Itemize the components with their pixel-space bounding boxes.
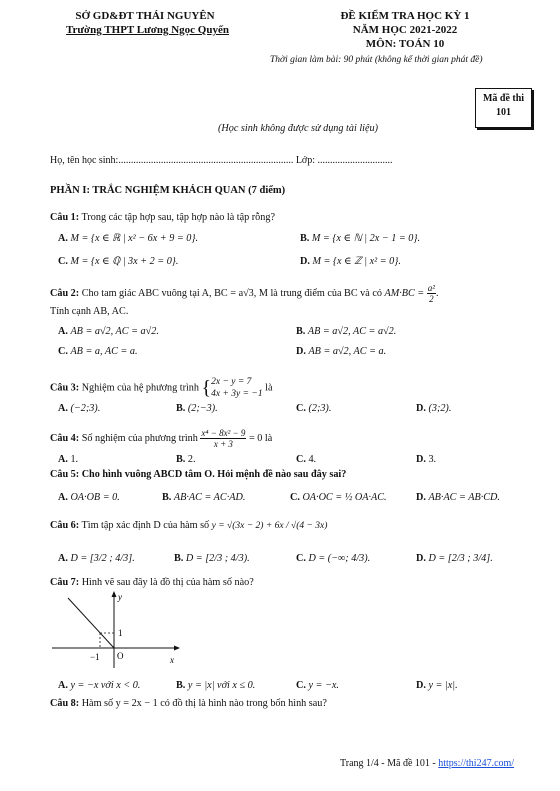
part1-title: PHẦN I: TRẮC NGHIỆM KHÁCH QUAN (7 điểm) <box>50 185 286 196</box>
q6-option-b[interactable]: B. D = [2/3 ; 4/3). <box>174 553 250 564</box>
tick-x-label: −1 <box>90 652 100 662</box>
question-5: Câu 5: Cho hình vuông ABCD tâm O. Hỏi mệnh đề nào sau đây sai? <box>50 469 347 480</box>
q4-option-c[interactable]: C. 4. <box>296 454 317 465</box>
q7-option-d[interactable]: D. y = |x|. <box>416 680 458 691</box>
q7-option-a[interactable]: A. y = −x với x < 0. <box>58 680 141 691</box>
exam-title: ĐỀ KIỂM TRA HỌC KỲ 1 <box>340 10 470 22</box>
q6-option-c[interactable]: C. D = (−∞; 4/3). <box>296 553 371 564</box>
subject: MÔN: TOÁN 10 <box>365 38 445 50</box>
notice: (Học sinh không được sử dụng tài liệu) <box>218 123 379 134</box>
question-2: Câu 2: Cho tam giác ABC vuông tại A, BC = a√3, M là trung điểm của BC và có AM·BC = $\frac{\text{a²}}{2}$ . <box>50 283 439 304</box>
q4-option-b[interactable]: B. 2. <box>176 454 196 465</box>
q3-option-c[interactable]: C. (2;3). <box>296 403 332 414</box>
fraction: $\frac{\text{x⁴ − 8x² − 9}}{x + 3}$ <box>201 428 246 449</box>
question-7: Câu 7: Hình vẽ sau đây là đồ thị của hàm số nào? <box>50 577 254 588</box>
q2-option-b[interactable]: B. AB = a√2, AC = a√2. <box>296 326 397 337</box>
q5-option-d[interactable]: D. AB·AC = AB·CD. <box>416 492 500 503</box>
q1-option-a[interactable]: A. M = {x ∈ ℝ | x² − 6x + 9 = 0}. <box>58 233 199 244</box>
exam-code-label: Mã đề thi <box>482 93 525 104</box>
question-number: Câu 1: <box>50 212 80 223</box>
exam-code-value: 101 <box>496 107 511 118</box>
q2-option-a[interactable]: A. AB = a√2, AC = a√2. <box>58 326 159 337</box>
exam-code-box <box>475 88 532 128</box>
x-label: x <box>170 655 174 665</box>
graph-figure <box>50 588 190 673</box>
school-year: NĂM HỌC 2021-2022 <box>352 24 458 36</box>
footer-link[interactable]: https://thi247.com/ <box>438 758 515 769</box>
q4-option-d[interactable]: D. 3. <box>416 454 437 465</box>
equation-system: 2x − y = 7 4x + 3y = −1 <box>211 377 263 399</box>
student-info-line: Họ, tên học sinh:...................................................................... Lớp: .............................. <box>50 155 393 166</box>
q5-option-a[interactable]: A. OA·OB = 0. <box>58 492 120 503</box>
function-expression: y = √(3x − 2) + 6x / √(4 − 3x) <box>211 521 328 531</box>
q4-option-a[interactable]: A. 1. <box>58 454 79 465</box>
q1-option-b[interactable]: B. M = {x ∈ ℕ | 2x − 1 = 0}. <box>300 233 420 244</box>
q1-option-c[interactable]: C. M = {x ∈ ℚ | 3x + 2 = 0}. <box>58 256 179 267</box>
tick-y-label: 1 <box>118 628 123 638</box>
q7-option-c[interactable]: C. y = −x. <box>296 680 339 691</box>
question-6: Câu 6: Tìm tập xác định D của hàm số y = √(3x − 2) + 6x / √(4 − 3x) <box>50 520 328 531</box>
q2-option-c[interactable]: C. AB = a, AC = a. <box>58 346 138 357</box>
question-8: Câu 8: Hàm số y = 2x − 1 có đồ thị là hình nào trong bốn hình sau? <box>50 698 327 709</box>
y-axis-arrow-icon <box>112 591 117 597</box>
question-text: Trong các tập hợp sau, tập hợp nào là tập rỗng? <box>81 212 275 223</box>
q3-option-d[interactable]: D. (3;2). <box>416 403 452 414</box>
graph-line <box>68 598 114 648</box>
q5-option-c[interactable]: C. OA·OC = ½ OA·AC. <box>290 492 387 503</box>
q1-option-d[interactable]: D. M = {x ∈ ℤ | x² = 0}. <box>300 256 401 267</box>
system-brace: { <box>201 377 212 399</box>
question-4: Câu 4: Số nghiệm của phương trình $\frac{\text{x⁴ − 8x² − 9}}{x + 3}$ = 0 là <box>50 428 273 449</box>
school-department: SỞ GD&ĐT THÁI NGUYÊN <box>75 10 215 22</box>
page-footer: Trang 1/4 - Mã đề 101 - https://thi247.com/ <box>340 758 515 769</box>
school-name: Trường THPT Lương Ngọc Quyến <box>66 24 229 36</box>
time-note: Thời gian làm bài: 90 phút (không kể thời gian phát đề) <box>270 55 483 65</box>
y-label: y <box>118 592 122 602</box>
origin-label: O <box>117 651 124 661</box>
question-1 <box>50 212 275 223</box>
question-2-line2: Tính cạnh AB, AC. <box>50 306 129 317</box>
x-axis-arrow-icon <box>174 646 180 651</box>
q7-option-b[interactable]: B. y = |x| với x ≤ 0. <box>176 680 256 691</box>
q5-option-b[interactable]: B. AB·AC = AC·AD. <box>162 492 246 503</box>
q3-option-b[interactable]: B. (2;−3). <box>176 403 218 414</box>
q6-option-a[interactable]: A. D = [3/2 ; 4/3]. <box>58 553 135 564</box>
q3-option-a[interactable]: A. (−2;3). <box>58 403 101 414</box>
q6-option-d[interactable]: D. D = [2/3 ; 3/4]. <box>416 553 493 564</box>
question-3: Câu 3: Nghiệm của hệ phương trình { 2x − y = 7 4x + 3y = −1 là <box>50 377 273 399</box>
q2-option-d[interactable]: D. AB = a√2, AC = a. <box>296 346 387 357</box>
fraction: $\frac{\text{a²}}{2}$ <box>427 283 435 304</box>
